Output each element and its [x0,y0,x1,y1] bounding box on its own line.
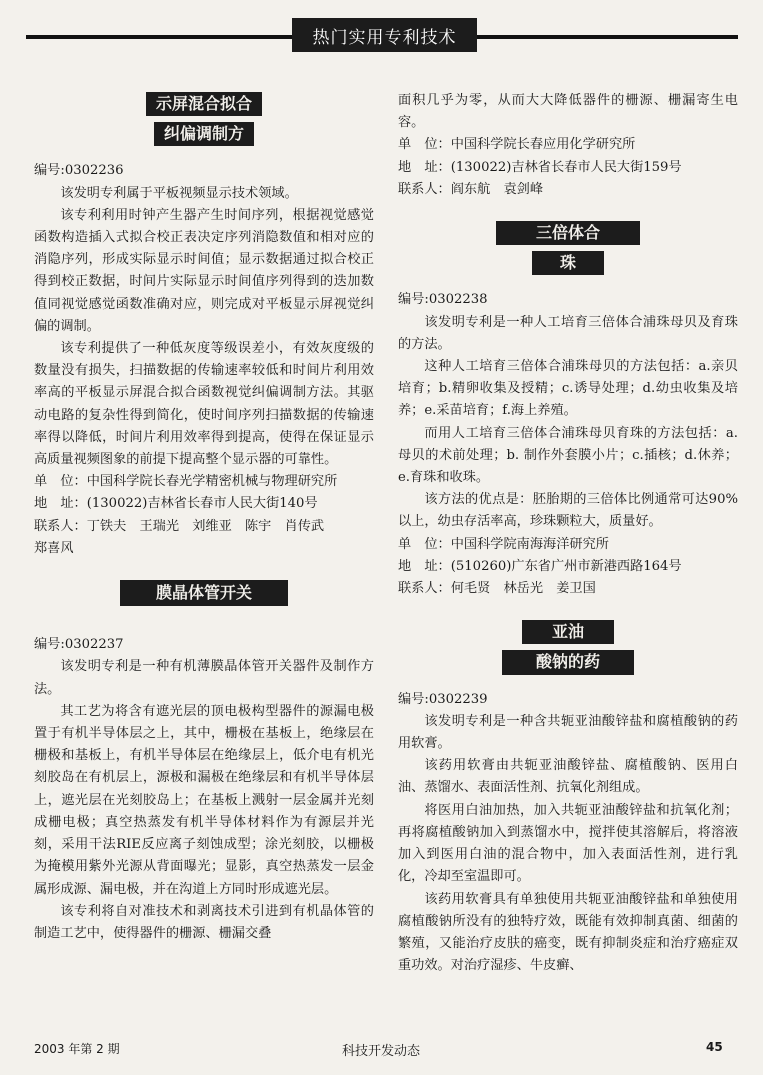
paragraph: 而用人工培育三倍体合浦珠母贝育珠的方法包括：a.母贝的术前处理；b. 制作外套膜小片；c.插核；d.休养；e.育珠和收珠。 [398,425,738,486]
paragraph: 这种人工培育三倍体合浦珠母贝的方法包括：a.亲贝培育；b.精卵收集及授精；c.诱导处理；d.幼虫收集及培养；e.采苗培育；f.海上养殖。 [398,359,738,419]
paragraph: 该药用软膏具有单独使用共轭亚油酸锌盐和单独使用腐植酸钠所没有的独特疗效，既能有效抑制真菌、细菌的繁殖，又能治疗皮肤的癌变，既有抑制炎症和治疗癌症双重功效。对治疗湿疹、牛皮癣、 [398,891,738,974]
paragraph: 其工艺为将含有遮光层的顶电极构型器件的源漏电极置于有机半导体层之上，其中，栅极在基板上，绝缘层在栅极和基板上，有机半导体层在绝缘层上，低介电有机光刻胶岛在有机层上，源极和漏极在绝缘层和有机半导体层上，遮光层在光刻胶岛上；在基板上溅射一层金属并光刻成栅电极；真空热蒸发有机半导体材料作为有源层并光刻，采用干法RIE反应离子刻蚀成型；涂光刻胶，以栅极为掩模用紫外光源从背面曝光；显影，真空热蒸发一层金属形成源、漏电极，并在沟道上方同时形成遮光层。 [34,703,374,897]
contact-value: 丁铁夫 王瑞光 刘维亚 陈宇 肖传武 [86,518,325,534]
contact-value: 阎东航 袁剑峰 [450,181,544,197]
title-line: 膜晶体管开关 [120,580,288,606]
unit-value: 中国科学院长春光学精密机械与物理研究所 [86,474,338,490]
article-title-2 [34,580,374,606]
right-column [398,90,738,977]
title-line: 酸钠的药 [502,650,634,674]
address-label: 地 址： [398,558,451,574]
patent-number: 编号:0302239 [398,691,488,707]
unit-label: 单 位： [34,474,87,490]
paragraph: 该发明专利是一种含共轭亚油酸锌盐和腐植酸钠的药用软膏。 [398,713,738,752]
contact-label: 联系人： [398,181,451,197]
title-line: 亚油 [522,620,614,644]
address-value: (130022)吉林省长春市人民大街159号 [450,159,682,175]
title-line: 纠偏调制方 [154,122,254,146]
contact-line [34,516,374,538]
contact-value: 何毛贤 林岳光 姜卫国 [450,581,596,597]
journal-name: 科技开发动态 [342,1044,421,1059]
unit-value: 中国科学院长春应用化学研究所 [450,137,636,153]
section-title: 热门实用专利技术 [312,27,457,48]
article-title-4 [398,620,738,674]
address-value: (130022)吉林省长春市人民大街140号 [86,496,318,512]
patent-number: 编号:0302238 [398,292,488,308]
contact-label: 联系人： [34,518,87,534]
unit-label: 单 位： [398,536,451,552]
issue-label: 2003 年第 2 期 [34,1042,120,1056]
patent-number: 编号:0302236 [34,163,124,179]
contact-line [398,578,738,600]
paragraph: 该发明专利是一种有机薄膜晶体管开关器件及制作方法。 [34,659,374,697]
paragraph: 该药用软膏由共轭亚油酸锌盐、腐植酸钠、医用白油、蒸馏水、表面活性剂、抗氧化剂组成。 [398,758,738,796]
paragraph: 该发明专利属于平板视频显示技术领域。 [60,185,298,201]
section-header [292,18,477,52]
article-title-3 [398,221,738,275]
contact-label: 联系人： [398,581,451,597]
page-number: 45 [706,1040,723,1054]
address-line [398,556,738,578]
title-line: 珠 [532,251,604,275]
continued-paragraph: 面积几乎为零，从而大大降低器件的栅源、栅漏寄生电容。 [398,93,738,131]
article-title-1 [34,92,374,146]
address-label: 地 址： [398,159,451,175]
address-label: 地 址： [34,496,87,512]
unit-line [398,534,738,556]
paragraph: 该专利提供了一种低灰度等级误差小，有效灰度级的数量没有损失，扫描数据的传输速率较低和时间片利用效率高的平板显示屏混合拟合函数视觉纠偏调制方法。其驱动电路的复杂性得到简化，使时间序列扫描数据的传输速率得以降低，时间片利用效率得到提高，使得在保证显示高质量视频图象的前提下提高整个显示器的可靠性。 [34,341,374,468]
title-line: 示屏混合拟合 [146,92,262,116]
address-value: (510260)广东省广州市新港西路164号 [450,558,682,574]
paragraph: 该专利利用时钟产生器产生时间序列，根据视觉感觉函数构造插入式拟合校正表决定序列消隐数值和相对应的消隐序列，形成实际显示时间值；显示数据通过拟合校正得到校正数据，时间片实际显示时间值序列得到的迭加数值同视觉感觉函数准确对应，则完成对平板显示屏视觉纠偏的调制。 [34,207,374,334]
address-line [398,157,738,179]
unit-line [398,134,738,156]
paragraph: 该方法的优点是：胚胎期的三倍体比例通常可达90%以上，幼虫存活率高，珍珠颗粒大，质量好。 [398,492,738,530]
unit-value: 中国科学院南海海洋研究所 [450,536,609,552]
address-line [34,493,374,515]
patent-number: 编号:0302237 [34,637,124,653]
paragraph: 该专利将自对准技术和剥离技术引进到有机晶体管的制造工艺中，使得器件的栅源、栅漏交叠 [34,903,374,941]
contact-line-2: 郑喜风 [34,540,74,556]
paragraph: 该发明专利是一种人工培育三倍体合浦珠母贝及育珠的方法。 [398,314,738,352]
left-column [34,86,374,945]
contact-line [398,179,738,201]
paragraph: 将医用白油加热，加入共轭亚油酸锌盐和抗氧化剂；再将腐植酸钠加入到蒸馏水中，搅拌使其溶解后，将溶液加入到医用白油的混合物中，加入表面活性剂，进行乳化，冷却至室温即可。 [398,802,738,885]
unit-label: 单 位： [398,137,451,153]
title-line: 三倍体合 [496,221,640,245]
unit-line [34,471,374,493]
